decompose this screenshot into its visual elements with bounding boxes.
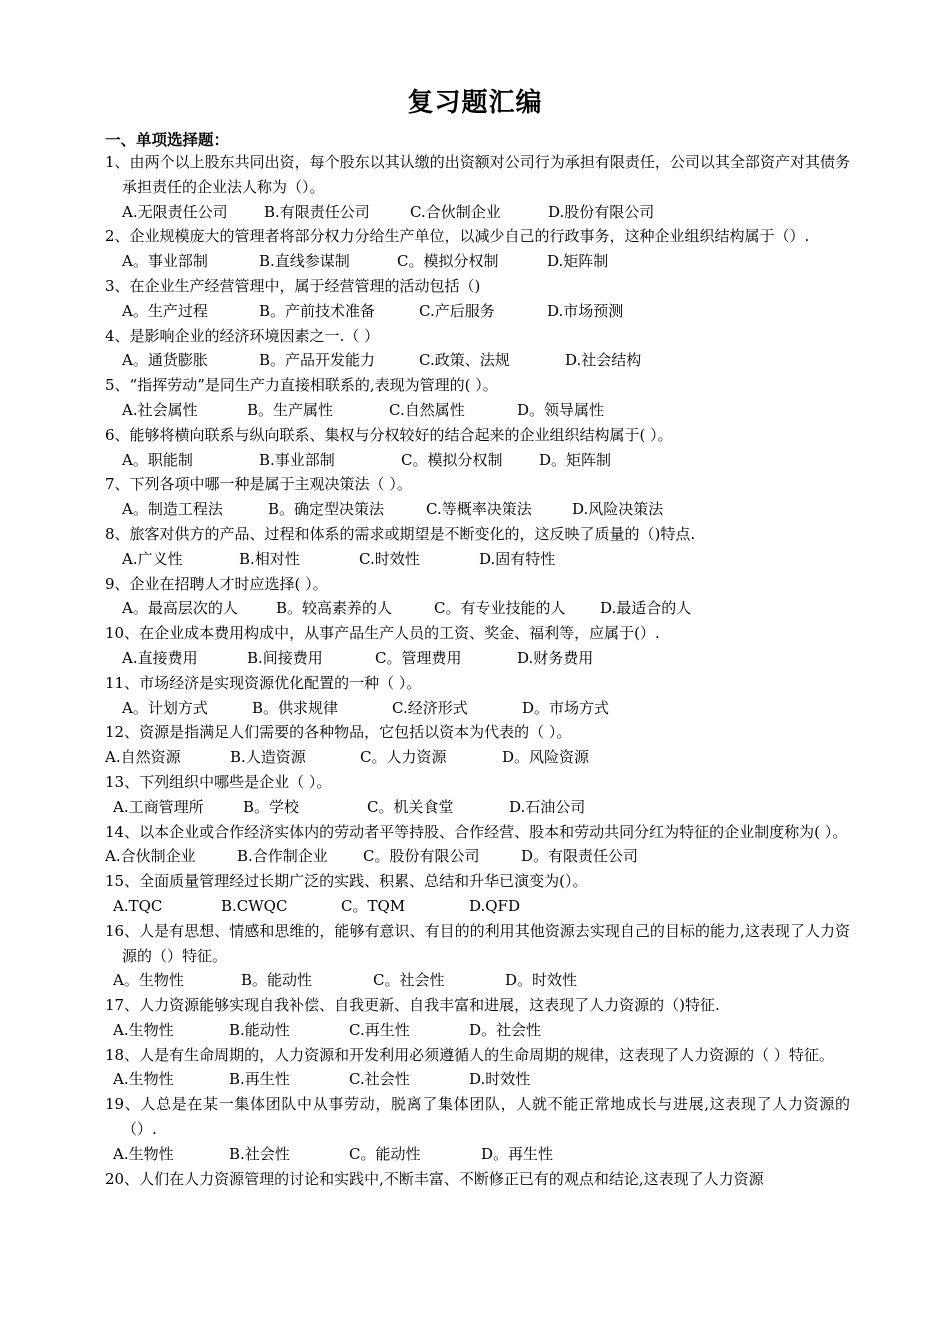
option-c: C。股份有限公司 (363, 847, 480, 866)
option-a: A.工商管理所 (113, 797, 204, 816)
option-b: B。供求规律 (252, 698, 339, 717)
option-d: D.时效性 (469, 1070, 531, 1089)
option-c: C.自然属性 (389, 400, 465, 419)
option-d: D。社会性 (469, 1020, 542, 1039)
option-b: B。较高素养的人 (276, 599, 393, 618)
option-b: B.能动性 (229, 1020, 290, 1039)
question-text: 7、下列各项中哪一种是属于主观决策法（ ）。 (105, 475, 412, 494)
question-text: 11、市场经济是实现资源优化配置的一种（ ）。 (105, 673, 422, 692)
option-c: C。社会性 (373, 971, 445, 990)
option-row (105, 1067, 850, 1092)
option-c: C。模拟分权制 (397, 252, 499, 271)
question-item (105, 472, 850, 522)
question-item (105, 373, 850, 423)
question-item (105, 720, 850, 770)
question-text: 5、“指挥劳动”是同生产力直接相联系的,表现为管理的( ）。 (105, 376, 498, 395)
section-heading: 一、单项选择题： (105, 131, 230, 149)
question-text: 20、人们在人力资源管理的讨论和实践中,不断丰富、不断修正已有的观点和结论,这表现了人力资源 (105, 1169, 764, 1188)
question-text: 16、人是有思想、情感和思维的，能够有意识、有目的的利用其他资源去实现自己的目标的能力,这表现了人力资源的（）特征。 (105, 921, 850, 965)
question-item (105, 224, 850, 274)
option-a: A.合伙制企业 (105, 847, 196, 866)
option-d: D.风险决策法 (572, 500, 664, 519)
question-text: 14、以本企业或合作经济实体内的劳动者平等持股、合作经营、股本和劳动共同分红为特征的企业制度称为( ）。 (105, 822, 848, 841)
option-b: B.再生性 (229, 1070, 290, 1089)
question-text: 15、全面质量管理经过长期广泛的实践、积累、总结和升华已演变为(）。 (105, 872, 588, 891)
option-b: B。产品开发能力 (259, 351, 376, 370)
option-d: D.石油公司 (509, 797, 586, 816)
option-c: C.社会性 (349, 1070, 410, 1089)
question-text: 8、旅客对供方的产品、过程和体系的需求或期望是不断变化的，这反映了质量的（)特点. (105, 524, 696, 543)
option-a: A。事业部制 (122, 252, 208, 271)
question-item (105, 993, 850, 1043)
option-a: A.TQC (113, 896, 163, 915)
option-d: D.固有特性 (479, 549, 556, 568)
option-a: A。制造工程法 (122, 500, 223, 519)
option-b: B.CWQC (221, 896, 288, 915)
question-text: 10、在企业成本费用构成中，从事产品生产人员的工资、奖金、福利等，应属于(）. (105, 624, 660, 643)
option-row (105, 844, 850, 869)
option-c: C。管理费用 (375, 648, 462, 667)
option-a: A.社会属性 (122, 400, 198, 419)
option-d: D。时效性 (505, 971, 578, 990)
option-row (105, 547, 850, 572)
option-b: B。产前技术准备 (259, 301, 376, 320)
question-list (105, 150, 850, 1191)
option-b: B.间接费用 (247, 648, 323, 667)
option-c: C.产后服务 (419, 301, 495, 320)
option-d: D.矩阵制 (547, 252, 609, 271)
option-b: B。确定型决策法 (268, 500, 385, 519)
question-text: 18、人是有生命周期的，人力资源和开发利用必须遵循人的生命周期的规律，这表现了人力资源的（ ）特征。 (105, 1045, 834, 1064)
question-item (105, 1167, 850, 1192)
question-text: 3、在企业生产经营管理中，属于经营管理的活动包括（) (105, 276, 481, 295)
question-text: 4、是影响企业的经济环境因素之一.（ ） (105, 326, 380, 345)
question-item (105, 869, 850, 919)
option-row (105, 200, 850, 225)
option-a: A.生物性 (113, 1144, 174, 1163)
question-text: 2、企业规模庞大的管理者将部分权力分给生产单位，以减少自己的行政事务，这种企业组织结构属于（）. (105, 227, 810, 246)
option-a: A。通货膨胀 (122, 351, 208, 370)
option-row (105, 745, 850, 770)
option-b: B。学校 (243, 797, 300, 816)
option-row (105, 968, 850, 993)
option-a: A.生物性 (113, 1070, 174, 1089)
option-row (105, 696, 850, 721)
question-text: 9、企业在招聘人才时应选择( ）。 (105, 574, 328, 593)
option-a: A.自然资源 (105, 748, 181, 767)
option-c: C.时效性 (359, 549, 420, 568)
option-a: A。计划方式 (122, 698, 208, 717)
option-d: D。市场方式 (522, 698, 610, 717)
option-row (105, 249, 850, 274)
option-b: B.社会性 (229, 1144, 290, 1163)
option-b: B。生产属性 (247, 400, 334, 419)
question-item (105, 274, 850, 324)
question-item (105, 324, 850, 374)
question-item (105, 572, 850, 622)
option-c: C。TQM (341, 896, 406, 915)
question-item (105, 671, 850, 721)
option-a: A。生物性 (113, 971, 184, 990)
option-b: B.事业部制 (259, 450, 335, 469)
option-d: D.市场预测 (547, 301, 624, 320)
option-d: D。再生性 (481, 1144, 554, 1163)
question-item (105, 150, 850, 224)
option-c: C.再生性 (349, 1020, 410, 1039)
option-row (105, 1018, 850, 1043)
option-b: B.有限责任公司 (264, 202, 370, 221)
option-d: D.股份有限公司 (548, 202, 655, 221)
option-row (105, 348, 850, 373)
option-d: D。领导属性 (517, 400, 605, 419)
option-a: A.无限责任公司 (122, 202, 228, 221)
option-c: C。有专业技能的人 (434, 599, 566, 618)
option-a: A。最高层次的人 (122, 599, 238, 618)
option-d: D。风险资源 (502, 748, 590, 767)
option-a: A.直接费用 (122, 648, 198, 667)
option-d: D。矩阵制 (539, 450, 612, 469)
option-c: C。人力资源 (360, 748, 447, 767)
option-row (105, 646, 850, 671)
question-text: 17、人力资源能够实现自我补偿、自我更新、自我丰富和进展，这表现了人力资源的（)特征. (105, 996, 720, 1015)
option-b: B.相对性 (239, 549, 300, 568)
option-c: C.合伙制企业 (410, 202, 501, 221)
question-item (105, 820, 850, 870)
option-a: A.广义性 (122, 549, 183, 568)
option-row (105, 1142, 850, 1167)
option-b: B。能动性 (241, 971, 313, 990)
question-text: 19、人总是在某一集体团队中从事劳动，脱离了集体团队，人就不能正常地成长与进展,这表现了人力资源的（）. (105, 1095, 850, 1139)
option-c: C。能动性 (349, 1144, 421, 1163)
option-row (105, 894, 850, 919)
option-row (105, 398, 850, 423)
option-d: D.QFD (469, 896, 520, 915)
option-row (105, 596, 850, 621)
option-d: D.财务费用 (517, 648, 594, 667)
option-c: C.经济形式 (392, 698, 468, 717)
option-b: B.直线参谋制 (259, 252, 350, 271)
option-d: D。有限责任公司 (521, 847, 639, 866)
question-text: 1、由两个以上股东共同出资，每个股东以其认缴的出资额对公司行为承担有限责任，公司以其全部资产对其债务承担责任的企业法人称为（）。 (105, 153, 850, 196)
option-d: D.社会结构 (565, 351, 642, 370)
option-b: B.人造资源 (230, 748, 306, 767)
option-c: C。机关食堂 (367, 797, 454, 816)
question-text: 12、资源是指满足人们需要的各种物品，它包括以资本为代表的（ ）。 (105, 723, 572, 742)
question-item (105, 919, 850, 993)
question-item (105, 423, 850, 473)
option-row (105, 497, 850, 522)
option-c: C.政策、法规 (419, 351, 510, 370)
question-text: 6、能够将横向联系与纵向联系、集权与分权较好的结合起来的企业组织结构属于( ）。 (105, 425, 673, 444)
question-item (105, 1043, 850, 1093)
option-c: C.等概率决策法 (426, 500, 532, 519)
option-d: D.最适合的人 (600, 599, 692, 618)
option-row (105, 795, 850, 820)
option-a: A。生产过程 (122, 301, 208, 320)
document-title: 复习题汇编 (407, 88, 543, 118)
option-row (105, 299, 850, 324)
option-row (105, 448, 850, 473)
question-item (105, 522, 850, 572)
option-b: B.合作制企业 (237, 847, 328, 866)
option-c: C。模拟分权制 (401, 450, 503, 469)
question-item (105, 770, 850, 820)
question-text: 13、下列组织中哪些是企业（ ）。 (105, 772, 332, 791)
question-item (105, 1092, 850, 1166)
option-a: A.生物性 (113, 1020, 174, 1039)
question-item (105, 621, 850, 671)
option-a: A。职能制 (122, 450, 193, 469)
